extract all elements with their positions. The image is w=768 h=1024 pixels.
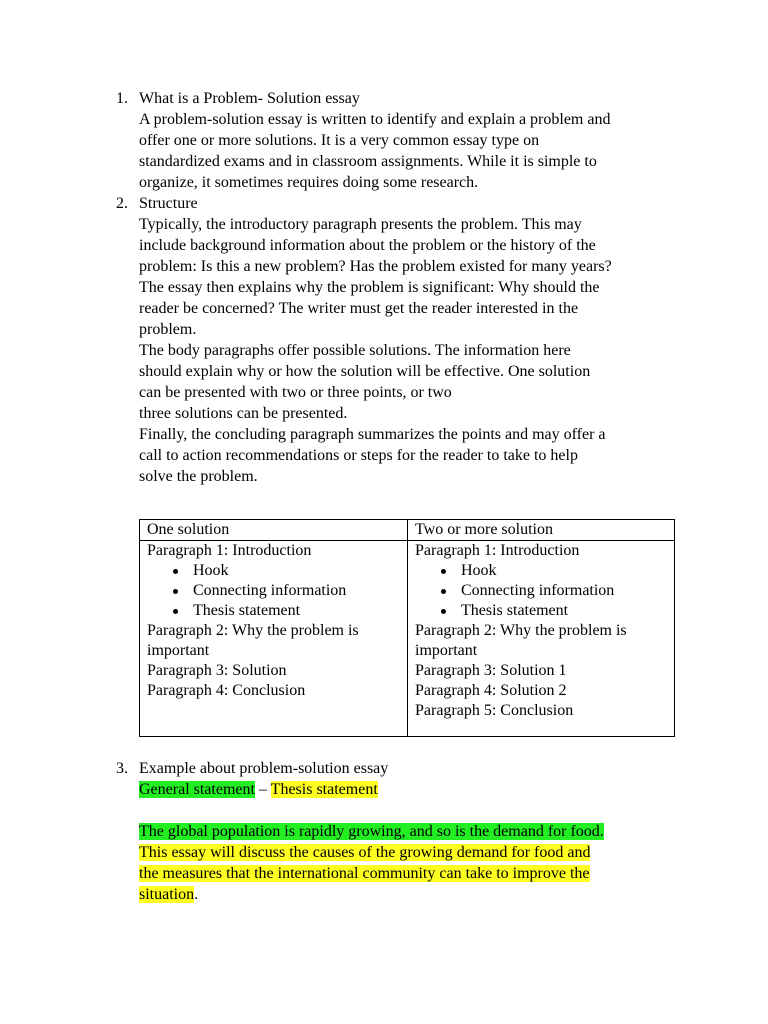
end-period: . (194, 886, 199, 903)
thesis-statement-label: Thesis statement (270, 781, 378, 798)
body-line: standardized exams and in classroom assignments. While it is simple to (139, 153, 597, 170)
section-what-is (116, 88, 684, 193)
section-heading: What is a Problem- Solution essay (139, 90, 360, 107)
body-line: three solutions can be presented. (139, 405, 348, 422)
cell-line: Paragraph 2: Why the problem is (147, 622, 359, 639)
body-line: offer one or more solutions. It is a very common essay type on (139, 132, 540, 149)
bullet-item: Thesis statement (147, 601, 400, 621)
example-general-line (139, 821, 684, 842)
cell-line: Paragraph 5: Conclusion (415, 702, 574, 719)
bullet-list (415, 561, 667, 621)
body-line: reader be concerned? The writer must get the reader interested in the (139, 300, 579, 317)
list-number: 2. (116, 195, 128, 212)
section-heading: Structure (139, 195, 198, 212)
highlight-legend (139, 779, 684, 800)
bullet-item: Hook (147, 561, 400, 581)
body-line: include background information about the problem or the history of the (139, 237, 596, 254)
table-header-row (140, 520, 675, 541)
thesis-statement-text: the measures that the international community can take to improve the (139, 865, 590, 882)
bullet-item: Connecting information (147, 581, 400, 601)
cell-line: Paragraph 3: Solution 1 (415, 662, 567, 679)
body-line: The body paragraphs offer possible solutions. The information here (139, 342, 571, 359)
cell-line: Paragraph 1: Introduction (147, 542, 312, 559)
thesis-statement-text: situation (139, 886, 195, 903)
blank-line (139, 800, 684, 821)
section-example (116, 758, 684, 905)
body-line: Finally, the concluding paragraph summarizes the points and may offer a (139, 426, 606, 443)
structure-table (139, 519, 675, 737)
bullet-item: Thesis statement (415, 601, 667, 621)
example-thesis-line (139, 884, 684, 905)
cell-line: Paragraph 2: Why the problem is (415, 622, 627, 639)
body-line: call to action recommendations or steps for the reader to take to help (139, 447, 578, 464)
section-structure (116, 193, 684, 487)
body-line: should explain why or how the solution will be effective. One solution (139, 363, 591, 380)
cell-line: Paragraph 1: Introduction (415, 542, 580, 559)
cell-line: Paragraph 4: Conclusion (147, 682, 306, 699)
legend-dash: – (254, 781, 271, 798)
body-line: organize, it sometimes requires doing some research. (139, 174, 479, 191)
header-two-solution: Two or more solution (408, 520, 675, 541)
cell-line: Paragraph 4: Solution 2 (415, 682, 567, 699)
section-heading: Example about problem-solution essay (139, 760, 389, 777)
cell-line: Paragraph 3: Solution (147, 662, 287, 679)
table-row (140, 541, 675, 737)
list-number: 1. (116, 90, 128, 107)
cell-line: important (415, 642, 478, 659)
bullet-item: Hook (415, 561, 667, 581)
general-statement-label: General statement (139, 781, 255, 798)
list-number: 3. (116, 760, 128, 777)
thesis-statement-text: This essay will discuss the causes of the growing demand for food and (139, 844, 591, 861)
body-line: problem. (139, 321, 197, 338)
cell-two-solution (408, 541, 675, 737)
cell-one-solution (140, 541, 408, 737)
header-one-solution: One solution (140, 520, 408, 541)
body-line: can be presented with two or three points, or two (139, 384, 452, 401)
body-line: problem: Is this a new problem? Has the problem existed for many years? (139, 258, 612, 275)
example-thesis-line (139, 863, 684, 884)
bullet-list (147, 561, 400, 621)
bullet-item: Connecting information (415, 581, 667, 601)
example-thesis-line (139, 842, 684, 863)
body-line: The essay then explains why the problem is significant: Why should the (139, 279, 600, 296)
cell-line: important (147, 642, 210, 659)
general-statement-text: The global population is rapidly growing, and so is the demand for food. (139, 823, 604, 840)
body-line: A problem-solution essay is written to identify and explain a problem and (139, 111, 611, 128)
body-line: Typically, the introductory paragraph presents the problem. This may (139, 216, 582, 233)
body-line: solve the problem. (139, 468, 258, 485)
